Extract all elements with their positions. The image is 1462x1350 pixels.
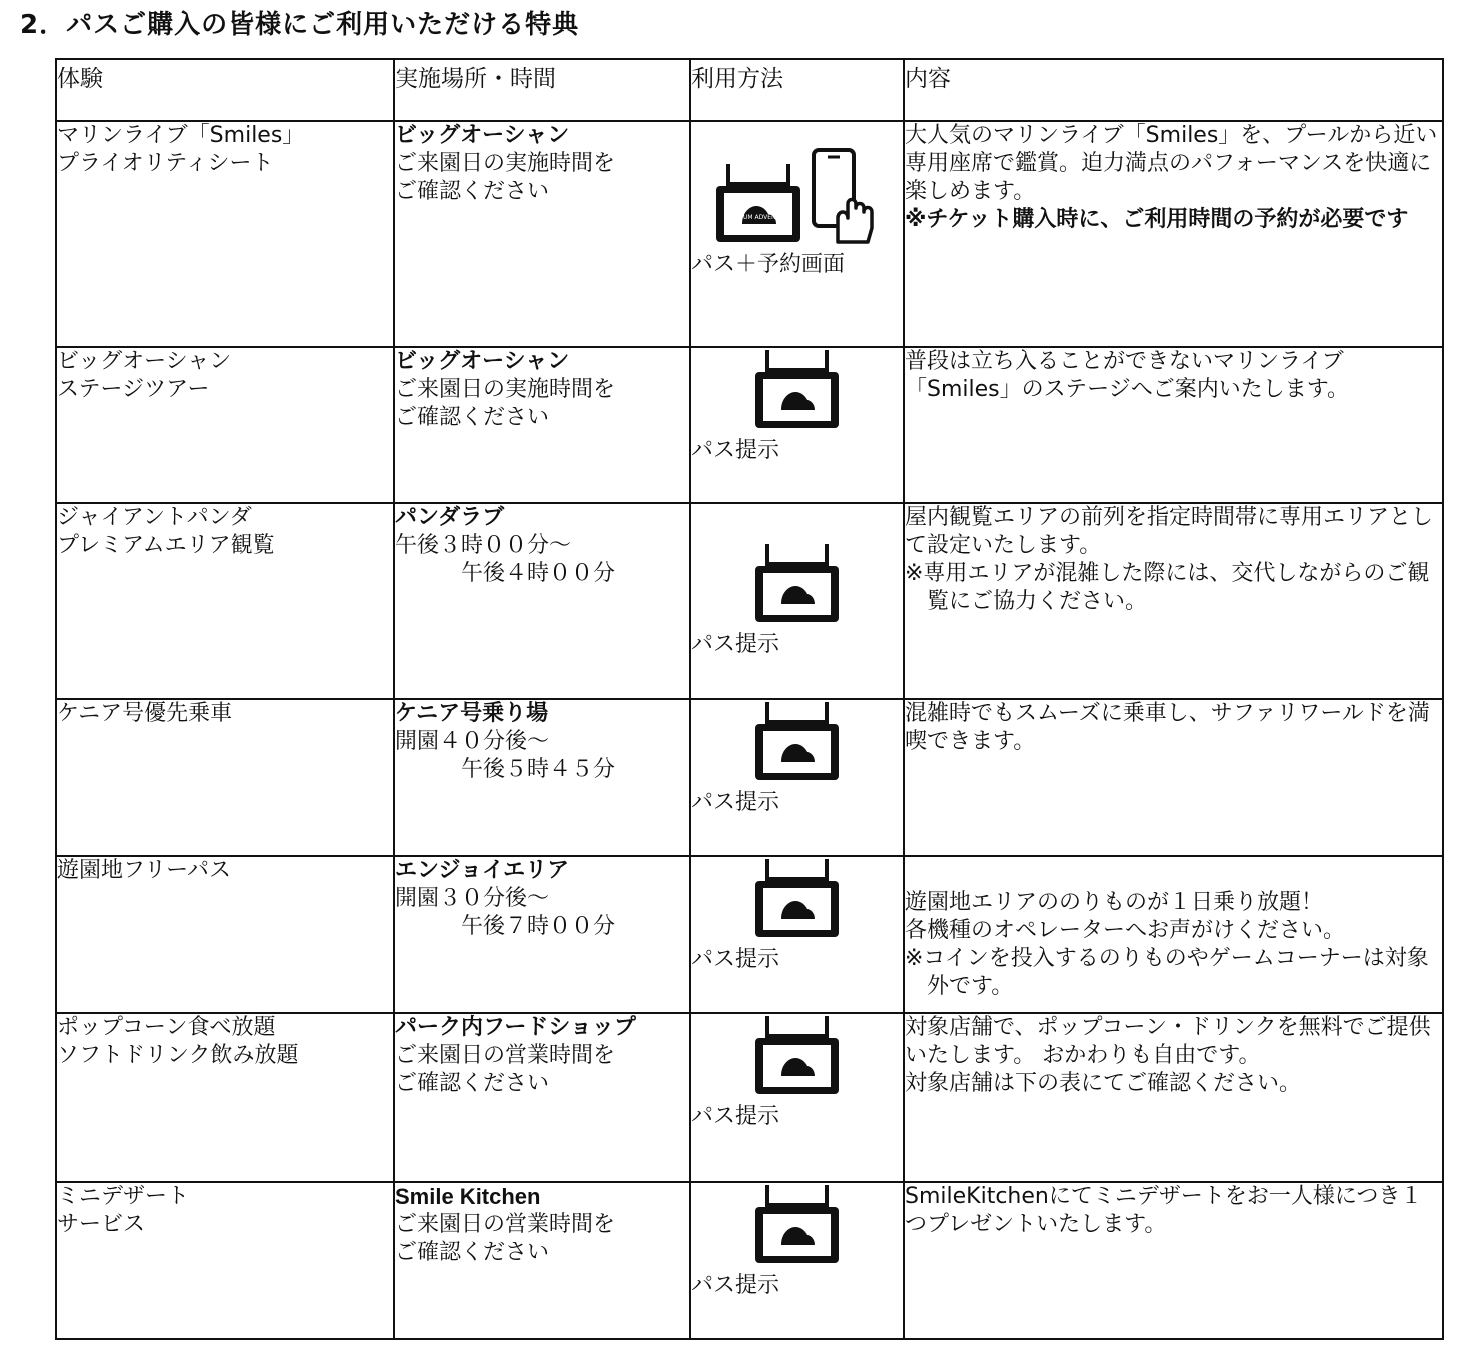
method-label: パス＋予約画面 (691, 252, 846, 277)
method-cell (690, 1013, 904, 1182)
method-label: パス提示 (691, 1273, 780, 1298)
location-place: パンダラブ (395, 505, 505, 530)
pass-icon (753, 1014, 841, 1096)
content-cell (904, 856, 1443, 1013)
experience-cell: ミニデザート サービス (56, 1182, 394, 1339)
location-time: ご来園日の営業時間を ご確認ください (395, 1212, 616, 1265)
content-note: ※コインを投入するのりものやゲームコーナーは対象外です。 (905, 946, 1429, 999)
table-row (56, 121, 1443, 347)
location-place: エンジョイエリア (395, 858, 570, 883)
method-cell (690, 699, 904, 856)
location-cell (394, 1013, 690, 1182)
method-label: パス提示 (691, 1104, 780, 1129)
pass-icon (753, 857, 841, 939)
table-header-row (56, 59, 1443, 121)
location-place: ケニア号乗り場 (395, 701, 549, 726)
table-row (56, 1013, 1443, 1182)
location-time: 開園３０分後～ 午後７時００分 (395, 886, 616, 939)
location-cell (394, 699, 690, 856)
location-place: ビッグオーシャン (395, 349, 570, 374)
method-cell (690, 856, 904, 1013)
experience-cell: ポップコーン食べ放題 ソフトドリンク飲み放題 (56, 1013, 394, 1182)
content-cell (904, 699, 1443, 856)
experience-cell: ビッグオーシャン ステージツアー (56, 347, 394, 503)
table-row (56, 347, 1443, 503)
location-place: ビッグオーシャン (395, 123, 570, 148)
location-cell (394, 347, 690, 503)
location-cell (394, 856, 690, 1013)
pass-icon (753, 1183, 841, 1265)
method-label: パス提示 (691, 790, 780, 815)
location-cell (394, 1182, 690, 1339)
smartphone-icon (810, 148, 880, 244)
experience-cell: マリンライブ「Smiles」 プライオリティシート (56, 121, 394, 347)
content-note: ※チケット購入時に、ご利用時間の予約が必要です (905, 207, 1409, 232)
pass-icon (753, 700, 841, 782)
content-cell (904, 503, 1443, 699)
location-cell (394, 503, 690, 699)
location-place: パーク内フードショップ (395, 1015, 636, 1040)
content-note: ※専用エリアが混雑した際には、交代しながらのご観覧にご協力ください。 (905, 561, 1430, 614)
content-text: 普段は立ち入ることができないマリンライブ「Smiles」のステージへご案内いたします。 (905, 349, 1349, 402)
pass-icon (753, 542, 841, 624)
pass-icon (714, 162, 802, 244)
header-method: 利用方法 (690, 59, 904, 121)
table-row (56, 1182, 1443, 1339)
content-cell (904, 1013, 1443, 1182)
header-experience: 体験 (56, 59, 394, 121)
table-row (56, 856, 1443, 1013)
location-time: 午後３時００分～ 午後４時００分 (395, 533, 616, 586)
location-time: ご来園日の営業時間を ご確認ください (395, 1043, 616, 1096)
benefits-table (55, 58, 1444, 1340)
header-content: 内容 (904, 59, 1443, 121)
location-time: 開園４０分後～ 午後５時４５分 (395, 729, 616, 782)
table-row (56, 503, 1443, 699)
location-time: ご来園日の実施時間を ご確認ください (395, 377, 616, 430)
experience-cell: ジャイアントパンダ プレミアムエリア観覧 (56, 503, 394, 699)
section-heading: 2．パスご購入の皆様にご利用いただける特典 (20, 10, 580, 40)
table-row (56, 699, 1443, 856)
pass-badge-text: PREMIUM ADVENTURE (724, 214, 792, 221)
location-cell (394, 121, 690, 347)
content-cell (904, 121, 1443, 347)
content-text: SmileKitchenにてミニデザートをお一人様につき１つプレゼントいたします。 (905, 1184, 1423, 1237)
content-text: 大人気のマリンライブ「Smiles」を、プールから近い専用座席で鑑賞。迫力満点のパフォーマンスを快適に楽しめます。 (905, 123, 1438, 204)
content-cell (904, 1182, 1443, 1339)
method-label: パス提示 (691, 947, 780, 972)
method-cell (690, 503, 904, 699)
location-time: ご来園日の実施時間を ご確認ください (395, 151, 616, 204)
header-location-time: 実施場所・時間 (394, 59, 690, 121)
experience-cell: ケニア号優先乗車 (56, 699, 394, 856)
method-label: パス提示 (691, 632, 780, 657)
method-label: パス提示 (691, 438, 780, 463)
content-cell (904, 347, 1443, 503)
content-text: 対象店舗で、ポップコーン・ドリンクを無料でご提供いたします。 おかわりも自由です。 対象店舗は下の表にてご確認ください。 (905, 1015, 1431, 1096)
method-cell (690, 121, 904, 347)
content-text: 混雑時でもスムーズに乗車し、サファリワールドを満喫できます。 (905, 701, 1430, 754)
method-cell (690, 1182, 904, 1339)
method-cell (690, 347, 904, 503)
experience-cell: 遊園地フリーパス (56, 856, 394, 1013)
location-place: Smile Kitchen (395, 1184, 541, 1209)
content-text: 遊園地エリアののりものが１日乗り放題！ 各機種のオペレーターへお声がけください。 (905, 890, 1346, 943)
pass-icon (753, 348, 841, 430)
content-text: 屋内観覧エリアの前列を指定時間帯に専用エリアとして設定いたします。 (905, 505, 1434, 558)
